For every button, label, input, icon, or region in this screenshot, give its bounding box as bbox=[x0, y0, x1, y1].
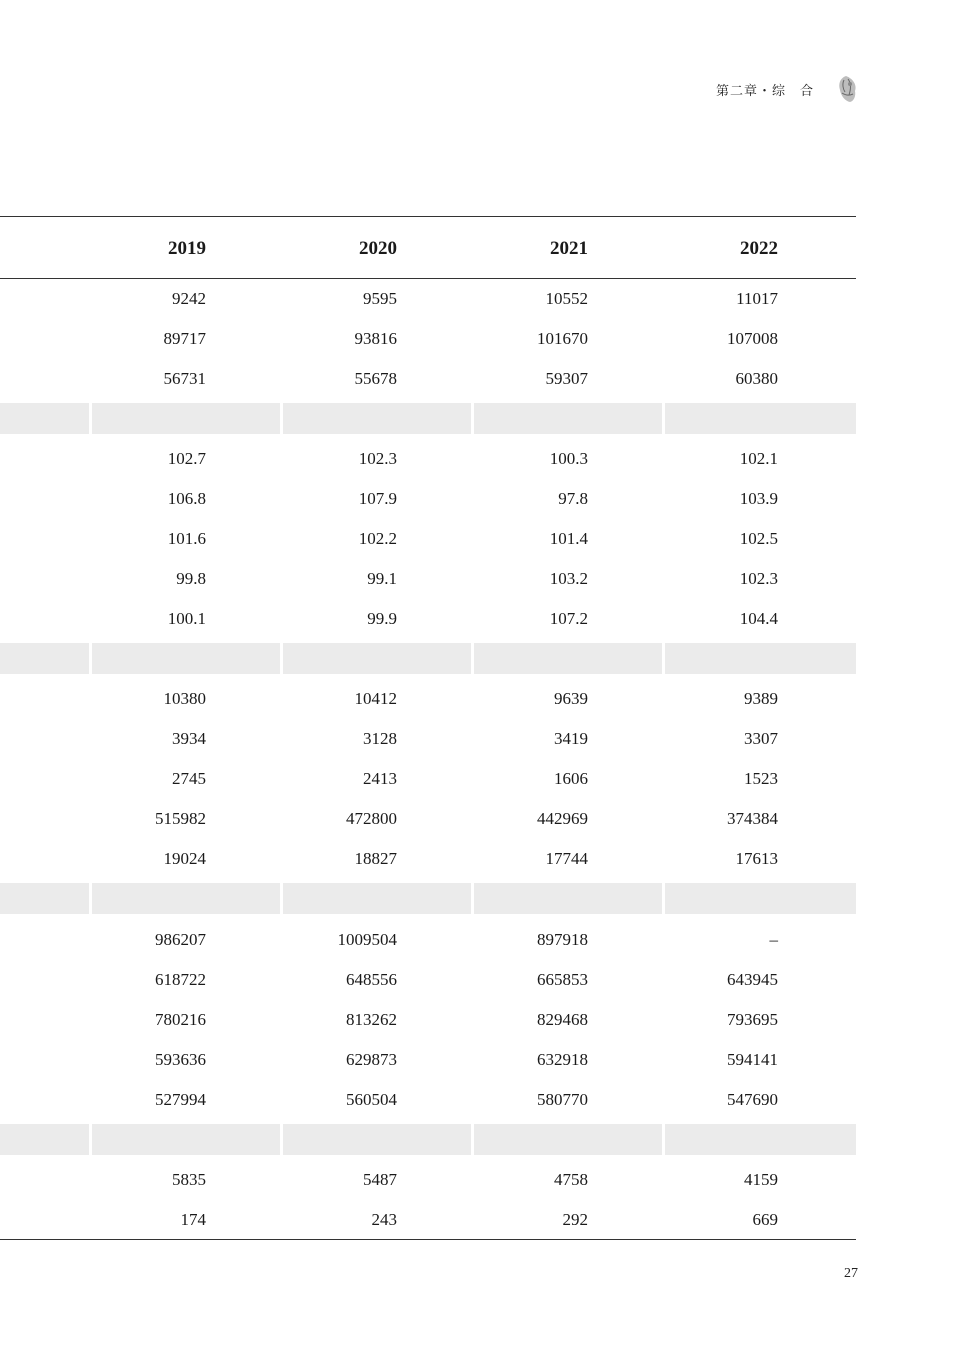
table-row bbox=[0, 719, 856, 759]
table-cell: 515982 bbox=[155, 809, 206, 828]
column-header: 2022 bbox=[740, 238, 778, 259]
table-cell: 3419 bbox=[554, 729, 588, 748]
table-cell: 102.1 bbox=[739, 449, 778, 468]
table-cell: 442969 bbox=[537, 809, 588, 828]
table-row bbox=[0, 920, 856, 960]
table-cell: 580770 bbox=[537, 1090, 588, 1109]
table-cell: 374384 bbox=[727, 809, 778, 828]
table-cell: 4159 bbox=[744, 1170, 778, 1189]
column-header: 2020 bbox=[359, 238, 397, 259]
table-row bbox=[0, 839, 856, 879]
section-band bbox=[0, 643, 856, 674]
table-cell: 669 bbox=[752, 1210, 778, 1229]
table-cell: 1523 bbox=[744, 769, 778, 788]
table-row bbox=[0, 519, 856, 559]
table-cell: 101.4 bbox=[549, 529, 588, 548]
table-row bbox=[0, 799, 856, 839]
page-number: 27 bbox=[844, 1266, 858, 1281]
table-row bbox=[0, 279, 856, 319]
table-cell: 3307 bbox=[744, 729, 778, 748]
table-cell: 102.2 bbox=[358, 529, 397, 548]
table-cell: 99.9 bbox=[367, 609, 397, 628]
table-cell: 243 bbox=[371, 1210, 397, 1229]
table-row bbox=[0, 1000, 856, 1040]
table-cell: 59307 bbox=[545, 369, 588, 388]
table-cell: 106.8 bbox=[167, 489, 206, 508]
table-cell: 60380 bbox=[735, 369, 778, 388]
table-row bbox=[0, 319, 856, 359]
table-cell: 101.6 bbox=[167, 529, 206, 548]
table-cell: 643945 bbox=[727, 970, 778, 989]
table-cell: 632918 bbox=[537, 1050, 588, 1069]
table-cell: 9389 bbox=[744, 689, 778, 708]
table-cell: 986207 bbox=[155, 930, 206, 949]
table-cell: 9639 bbox=[554, 689, 588, 708]
table-cell: 102.5 bbox=[739, 529, 778, 548]
table-cell: 107.2 bbox=[549, 609, 588, 628]
table-cell: 813262 bbox=[346, 1010, 397, 1029]
table-bottom-rule bbox=[0, 1239, 856, 1240]
table-cell: 629873 bbox=[346, 1050, 397, 1069]
table-cell: 10380 bbox=[163, 689, 206, 708]
table-cell: 594141 bbox=[727, 1050, 778, 1069]
table-cell: 11017 bbox=[736, 289, 778, 308]
table-cell: 102.3 bbox=[739, 569, 778, 588]
table-cell: 102.3 bbox=[358, 449, 397, 468]
table-cell: 99.8 bbox=[176, 569, 206, 588]
section-band bbox=[0, 1124, 856, 1155]
table-row bbox=[0, 960, 856, 1000]
table-cell: 101670 bbox=[537, 329, 588, 348]
column-header: 2019 bbox=[168, 238, 206, 259]
table-cell: 55678 bbox=[354, 369, 397, 388]
table-cell: 665853 bbox=[537, 970, 588, 989]
table-cell: 593636 bbox=[155, 1050, 206, 1069]
section-band bbox=[0, 403, 856, 434]
section-band bbox=[0, 883, 856, 914]
table-cell: 3934 bbox=[172, 729, 206, 748]
table-cell: 472800 bbox=[346, 809, 397, 828]
table-cell: 9242 bbox=[172, 289, 206, 308]
table-cell: 93816 bbox=[354, 329, 397, 348]
table-cell: 4758 bbox=[554, 1170, 588, 1189]
table-row bbox=[0, 599, 856, 639]
table-cell: 104.4 bbox=[739, 609, 778, 628]
running-head: 第二章・综 合 bbox=[715, 84, 814, 99]
table-cell: 9595 bbox=[363, 289, 397, 308]
table-row bbox=[0, 1200, 856, 1240]
table-row bbox=[0, 359, 856, 399]
table-cell: 2413 bbox=[363, 769, 397, 788]
table-row bbox=[0, 559, 856, 599]
table-cell: 10552 bbox=[545, 289, 588, 308]
table-cell: 17744 bbox=[545, 849, 588, 868]
table-row bbox=[0, 479, 856, 519]
table-cell: 56731 bbox=[163, 369, 206, 388]
table-cell: 527994 bbox=[155, 1090, 206, 1109]
table-cell: – bbox=[769, 930, 778, 949]
table-cell: 100.1 bbox=[167, 609, 206, 628]
table-cell: 793695 bbox=[727, 1010, 778, 1029]
table-row bbox=[0, 759, 856, 799]
table-row bbox=[0, 1160, 856, 1200]
table-row bbox=[0, 679, 856, 719]
table-cell: 2745 bbox=[172, 769, 206, 788]
table-cell: 97.8 bbox=[558, 489, 588, 508]
table-cell: 897918 bbox=[537, 930, 588, 949]
table-cell: 103.2 bbox=[549, 569, 588, 588]
table-cell: 107.9 bbox=[358, 489, 397, 508]
table-top-rule bbox=[0, 216, 856, 217]
table-cell: 17613 bbox=[735, 849, 778, 868]
table-cell: 829468 bbox=[537, 1010, 588, 1029]
table-cell: 547690 bbox=[727, 1090, 778, 1109]
table-cell: 174 bbox=[180, 1210, 206, 1229]
table-cell: 100.3 bbox=[549, 449, 588, 468]
table-cell: 19024 bbox=[163, 849, 206, 868]
table-cell: 5835 bbox=[172, 1170, 206, 1189]
table-cell: 292 bbox=[562, 1210, 588, 1229]
table-cell: 5487 bbox=[363, 1170, 397, 1189]
chinese-landscape-ornament-icon bbox=[836, 74, 858, 104]
table-cell: 10412 bbox=[354, 689, 397, 708]
table-cell: 618722 bbox=[155, 970, 206, 989]
table-cell: 103.9 bbox=[739, 489, 778, 508]
table-cell: 99.1 bbox=[367, 569, 397, 588]
table-cell: 89717 bbox=[163, 329, 206, 348]
column-header: 2021 bbox=[550, 238, 588, 259]
table-cell: 102.7 bbox=[167, 449, 206, 468]
table-cell: 648556 bbox=[346, 970, 397, 989]
table-cell: 1009504 bbox=[337, 930, 397, 949]
table-row bbox=[0, 1080, 856, 1120]
table-cell: 780216 bbox=[155, 1010, 206, 1029]
table-cell: 3128 bbox=[363, 729, 397, 748]
table-cell: 18827 bbox=[354, 849, 397, 868]
table-cell: 1606 bbox=[554, 769, 588, 788]
table-row bbox=[0, 439, 856, 479]
table-cell: 560504 bbox=[346, 1090, 397, 1109]
table-cell: 107008 bbox=[727, 329, 778, 348]
table-row bbox=[0, 1040, 856, 1080]
